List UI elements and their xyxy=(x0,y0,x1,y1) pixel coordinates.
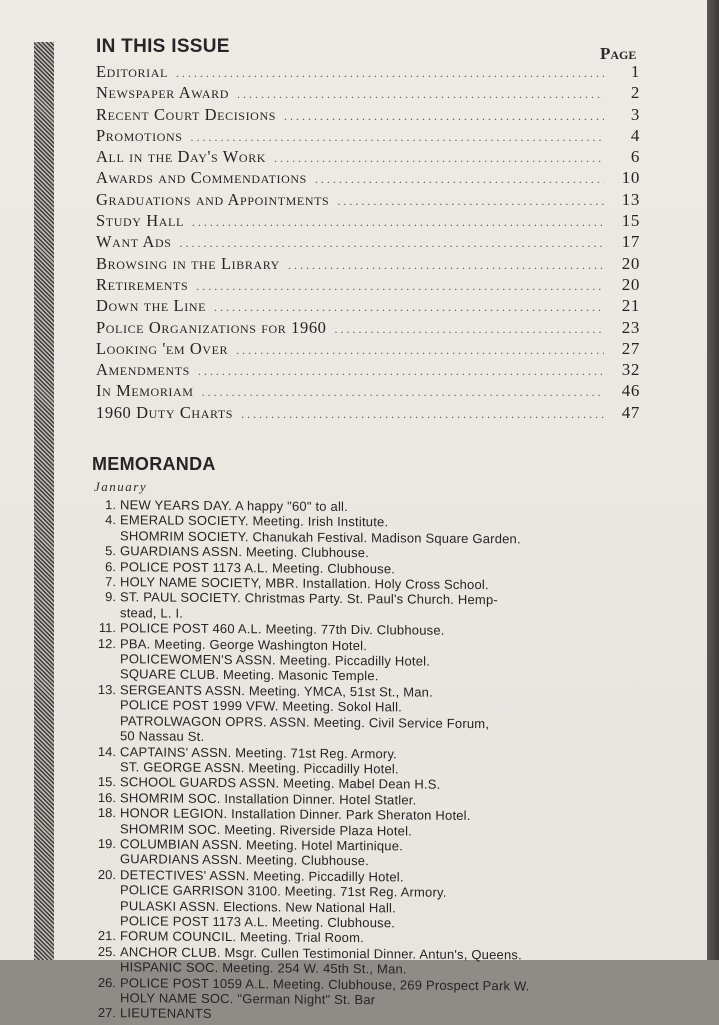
memo-day xyxy=(92,651,120,667)
memo-text: GUARDIANS ASSN. Meeting. Clubhouse. xyxy=(120,543,370,561)
toc-leader-dots xyxy=(176,66,604,81)
memo-day: 1. xyxy=(105,497,116,513)
memo-day: 4. xyxy=(105,512,116,528)
toc-leader-dots xyxy=(196,279,604,294)
memoranda-title: MEMORANDA xyxy=(92,454,216,474)
toc-leader-dots xyxy=(214,300,604,315)
table-of-contents xyxy=(96,62,640,424)
memo-day: 26. xyxy=(97,974,116,990)
toc-leader-dots xyxy=(288,258,604,273)
toc-page-number: 3 xyxy=(630,104,640,124)
toc-row xyxy=(96,403,640,424)
toc-page-number: 1 xyxy=(630,62,640,81)
memo-text: SCHOOL GUARDS ASSN. Meeting. Mabel Dean H.S. xyxy=(120,774,441,793)
memo-text: POLICE POST 1059 A.L. Meeting. Clubhouse, 269 Prospect Park W. xyxy=(120,974,530,994)
toc-page-number: 6 xyxy=(630,147,640,167)
memo-day: 15. xyxy=(97,774,116,790)
toc-page-number: 21 xyxy=(621,296,640,316)
memo-day xyxy=(92,851,120,867)
toc-label: Recent Court Decisions xyxy=(96,104,276,124)
toc-label: Promotions xyxy=(96,125,183,145)
toc-row xyxy=(96,62,640,83)
toc-label: In Memoriam xyxy=(96,381,194,401)
memo-text: POLICE POST 1999 VFW. Meeting. Sokol Hall. xyxy=(120,697,402,715)
memo-day: 27. xyxy=(97,1005,116,1021)
memo-day xyxy=(92,728,120,744)
memo-text: SHOMRIM SOC. Installation Dinner. Hotel Statler. xyxy=(120,789,417,808)
memo-text: LIEUTENANTS xyxy=(120,1005,212,1022)
memo-day: 6. xyxy=(105,558,116,574)
toc-page-number: 46 xyxy=(621,381,640,401)
page-edge xyxy=(707,0,719,960)
toc-page-number: 20 xyxy=(621,253,640,273)
memo-day xyxy=(92,898,120,914)
toc-label: Graduations and Appointments xyxy=(96,189,330,209)
toc-page-number: 23 xyxy=(621,317,640,337)
toc-label: Police Organizations for 1960 xyxy=(96,317,327,337)
memo-day: 14. xyxy=(97,743,116,759)
memo-text: POLICE GARRISON 3100. Meeting. 71st Reg. Armory. xyxy=(120,882,447,900)
toc-row xyxy=(96,105,640,126)
memo-day xyxy=(92,913,120,929)
memo-day: 11. xyxy=(98,620,116,636)
memo-text: PATROLWAGON OPRS. ASSN. Meeting. Civil Service Forum, xyxy=(120,712,490,731)
memo-day: 21. xyxy=(97,928,116,944)
toc-row xyxy=(96,211,640,232)
memo-text: SERGEANTS ASSN. Meeting. YMCA, 51st St., Man. xyxy=(120,682,433,700)
memo-text: stead, L. I. xyxy=(120,605,184,621)
toc-row xyxy=(96,254,640,275)
toc-row xyxy=(96,126,640,147)
memo-day: 19. xyxy=(97,835,116,852)
memo-day: 25. xyxy=(97,943,116,959)
memo-day: 7. xyxy=(105,574,116,590)
contents-title: IN THIS ISSUE xyxy=(96,36,230,57)
memo-day: 9. xyxy=(105,589,116,605)
toc-leader-dots xyxy=(337,194,604,209)
memo-text: GUARDIANS ASSN. Meeting. Clubhouse. xyxy=(120,851,370,869)
toc-label: Looking 'em Over xyxy=(96,338,229,358)
memo-text: NEW YEARS DAY. A happy "60" to all. xyxy=(120,497,348,515)
toc-leader-dots xyxy=(236,343,604,358)
toc-leader-dots xyxy=(202,385,604,400)
memo-text: POLICE POST 1173 A.L. Meeting. Clubhouse. xyxy=(120,558,396,577)
memo-day: 5. xyxy=(105,543,116,559)
memo-entry xyxy=(92,1005,652,1025)
toc-label: Editorial xyxy=(96,62,168,81)
memo-text: EMERALD SOCIETY. Meeting. Irish Institute. xyxy=(120,512,389,530)
memo-day: 16. xyxy=(97,789,116,805)
memo-text: HOLY NAME SOC. "German Night" St. Bar xyxy=(120,990,376,1008)
toc-leader-dots xyxy=(191,130,604,145)
memo-text: 50 Nassau St. xyxy=(120,728,205,744)
toc-label: Want Ads xyxy=(96,232,172,252)
memo-text: POLICEWOMEN'S ASSN. Meeting. Piccadilly Hotel. xyxy=(120,651,431,669)
toc-page-number: 2 xyxy=(630,83,640,103)
toc-page-number: 17 xyxy=(621,232,640,252)
toc-row xyxy=(96,190,640,211)
memo-text: ST. GEORGE ASSN. Meeting. Piccadilly Hotel. xyxy=(120,759,399,777)
toc-leader-dots xyxy=(284,109,604,124)
toc-label: 1960 Duty Charts xyxy=(96,402,234,422)
memo-text: SQUARE CLUB. Meeting. Masonic Temple. xyxy=(120,666,379,684)
toc-leader-dots xyxy=(315,172,604,187)
toc-row xyxy=(96,232,640,253)
toc-page-number: 32 xyxy=(621,360,640,380)
memo-text: ANCHOR CLUB. Msgr. Cullen Testimonial Dinner. Antun's, Queens. xyxy=(120,944,522,963)
toc-page-number: 4 xyxy=(630,125,640,145)
toc-leader-dots xyxy=(335,322,604,337)
memo-text: POLICE POST 1173 A.L. Meeting. Clubhouse. xyxy=(120,913,396,931)
toc-label: All in the Day's Work xyxy=(96,147,267,167)
memo-day xyxy=(92,713,120,729)
toc-label: Awards and Commendations xyxy=(96,168,307,188)
toc-row xyxy=(96,147,640,168)
memo-text: HISPANIC SOC. Meeting. 254 W. 45th St., Man. xyxy=(120,959,407,977)
toc-label: Retirements xyxy=(96,274,189,294)
toc-label: Study Hall xyxy=(96,211,184,231)
memo-text: DETECTIVES' ASSN. Meeting. Piccadilly Hotel. xyxy=(120,866,404,885)
memo-day xyxy=(92,666,120,682)
toc-page-number: 27 xyxy=(621,338,640,358)
toc-leader-dots xyxy=(192,215,604,230)
toc-row xyxy=(96,168,640,189)
memo-day xyxy=(92,528,120,544)
toc-row xyxy=(96,381,640,402)
toc-row xyxy=(96,296,640,317)
memo-day: 20. xyxy=(97,866,116,882)
memo-text: HOLY NAME SOCIETY, MBR. Installation. Holy Cross School. xyxy=(120,574,489,593)
memo-day xyxy=(92,759,120,775)
toc-label: Amendments xyxy=(96,360,190,380)
toc-row xyxy=(96,360,640,381)
memoranda-list xyxy=(92,497,652,1025)
memo-text: HONOR LEGION. Installation Dinner. Park Sheraton Hotel. xyxy=(120,805,471,824)
memo-text: POLICE POST 460 A.L. Meeting. 77th Div. Clubhouse. xyxy=(120,620,445,639)
memo-day: 18. xyxy=(97,805,116,821)
memo-text: PULASKI ASSN. Elections. New National Hall. xyxy=(120,897,396,915)
toc-label: Newspaper Award xyxy=(96,83,229,103)
memo-day xyxy=(92,697,120,713)
memo-text: ST. PAUL SOCIETY. Christmas Party. St. Paul's Church. Hemp- xyxy=(120,589,498,608)
toc-page-number: 13 xyxy=(621,189,640,209)
toc-leader-dots xyxy=(237,87,604,102)
memo-day xyxy=(92,605,120,621)
toc-row xyxy=(96,83,640,104)
decorative-hatched-bar xyxy=(34,42,54,960)
toc-page-number: 47 xyxy=(621,402,640,422)
memo-text: SHOMRIM SOC. Meeting. Riverside Plaza Hotel. xyxy=(120,820,412,839)
memo-day xyxy=(92,959,120,975)
memo-text: PBA. Meeting. George Washington Hotel. xyxy=(120,635,368,653)
toc-leader-dots xyxy=(274,151,604,166)
toc-page-number: 10 xyxy=(621,168,640,188)
toc-leader-dots xyxy=(198,364,604,379)
toc-leader-dots xyxy=(241,407,604,422)
toc-row xyxy=(96,318,640,339)
memo-day xyxy=(92,990,120,1006)
memoranda-month: January xyxy=(94,479,148,494)
memo-text: SHOMRIM SOCIETY. Chanukah Festival. Madison Square Garden. xyxy=(120,528,521,547)
memo-day xyxy=(92,821,120,837)
toc-leader-dots xyxy=(180,236,604,251)
memo-day xyxy=(92,882,120,898)
memo-day: 13. xyxy=(97,681,116,698)
toc-row xyxy=(96,275,640,296)
memo-text: COLUMBIAN ASSN. Meeting. Hotel Martinique. xyxy=(120,836,403,854)
toc-row xyxy=(96,339,640,360)
memo-day: 12. xyxy=(97,635,116,651)
toc-label: Browsing in the Library xyxy=(96,253,280,273)
toc-label: Down the Line xyxy=(96,296,207,316)
memo-text: CAPTAINS' ASSN. Meeting. 71st Reg. Armory. xyxy=(120,743,397,761)
memo-text: FORUM COUNCIL. Meeting. Trial Room. xyxy=(120,928,364,946)
toc-page-number: 20 xyxy=(621,274,640,294)
toc-page-number: 15 xyxy=(621,211,640,231)
page-column-header: Page xyxy=(600,44,637,63)
